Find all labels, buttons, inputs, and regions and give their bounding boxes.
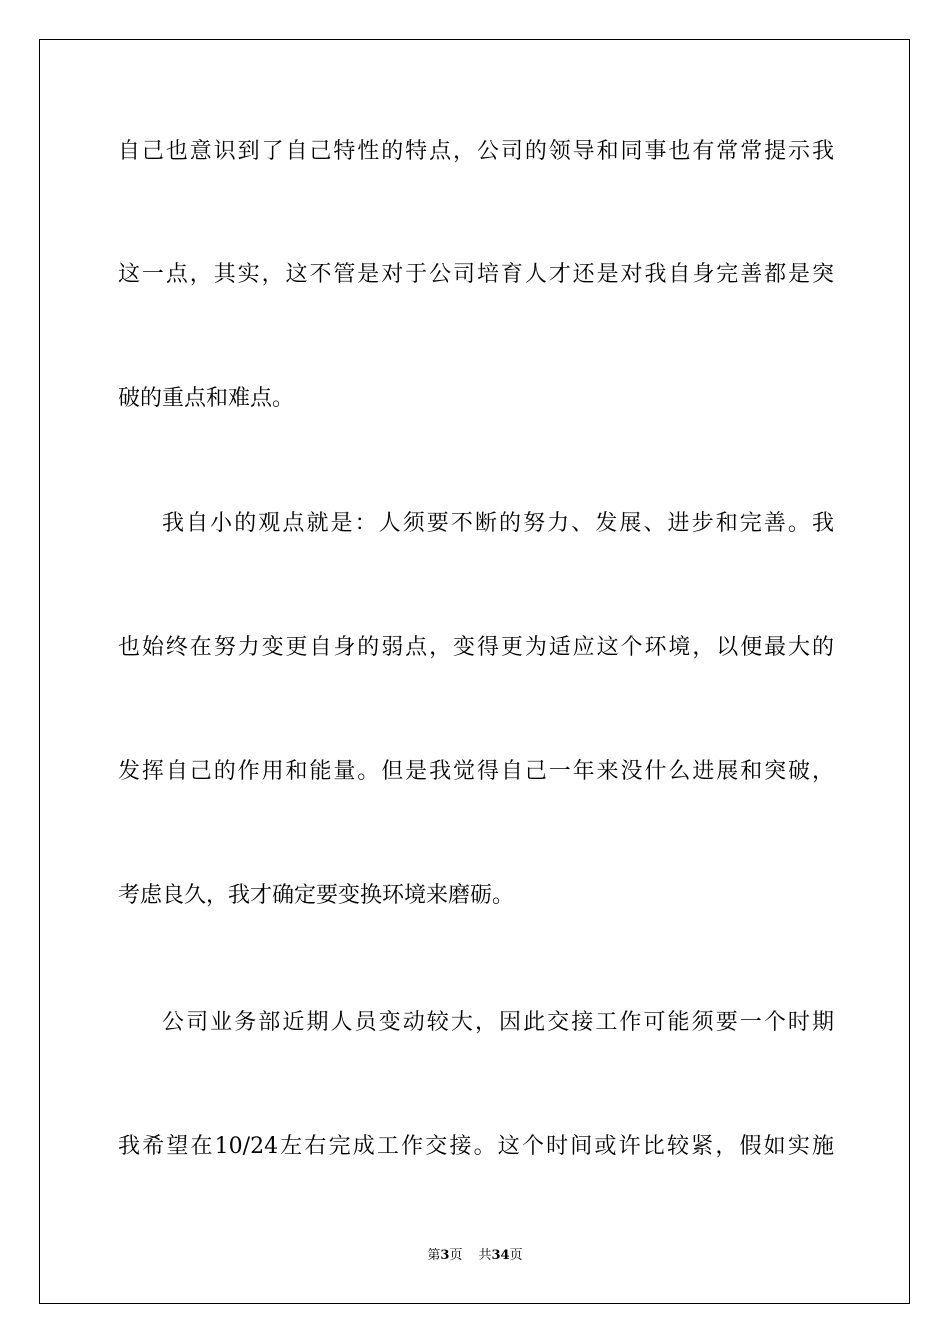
paragraph-line: 也始终在努力变更自身的弱点，变得更为适应这个环境，以便最大的 bbox=[118, 635, 834, 660]
paragraph-line: 破的重点和难点。 bbox=[118, 386, 295, 411]
paragraph-line: 我希望在10/24左右完成工作交接。这个时间或许比较紧，假如实施 bbox=[118, 1134, 834, 1159]
paragraph-line: 公司业务部近期人员变动较大，因此交接工作可能须要一个时期 bbox=[162, 1010, 834, 1035]
paragraph-line: 考虑良久，我才确定要变换环境来磨砺。 bbox=[118, 883, 515, 908]
total-prefix: 共 bbox=[478, 1248, 492, 1263]
page-footer bbox=[0, 1247, 950, 1265]
total-suffix: 页 bbox=[509, 1248, 523, 1263]
paragraph-line: 这一点，其实，这不管是对于公司培育人才还是对我自身完善都是突 bbox=[118, 262, 834, 287]
paragraph-line: 我自小的观点就是：人须要不断的努力、发展、进步和完善。我 bbox=[162, 511, 834, 536]
total-pages: 34 bbox=[491, 1248, 510, 1263]
page-suffix: 页 bbox=[449, 1248, 463, 1263]
page-border bbox=[39, 39, 910, 1304]
page-number: 3 bbox=[440, 1248, 450, 1263]
paragraph-line: 自己也意识到了自己特性的特点，公司的领导和同事也有常常提示我 bbox=[118, 139, 834, 164]
paragraph-line: 发挥自己的作用和能量。但是我觉得自己一年来没什么进展和突破， bbox=[118, 759, 834, 784]
page-prefix: 第 bbox=[427, 1248, 441, 1263]
